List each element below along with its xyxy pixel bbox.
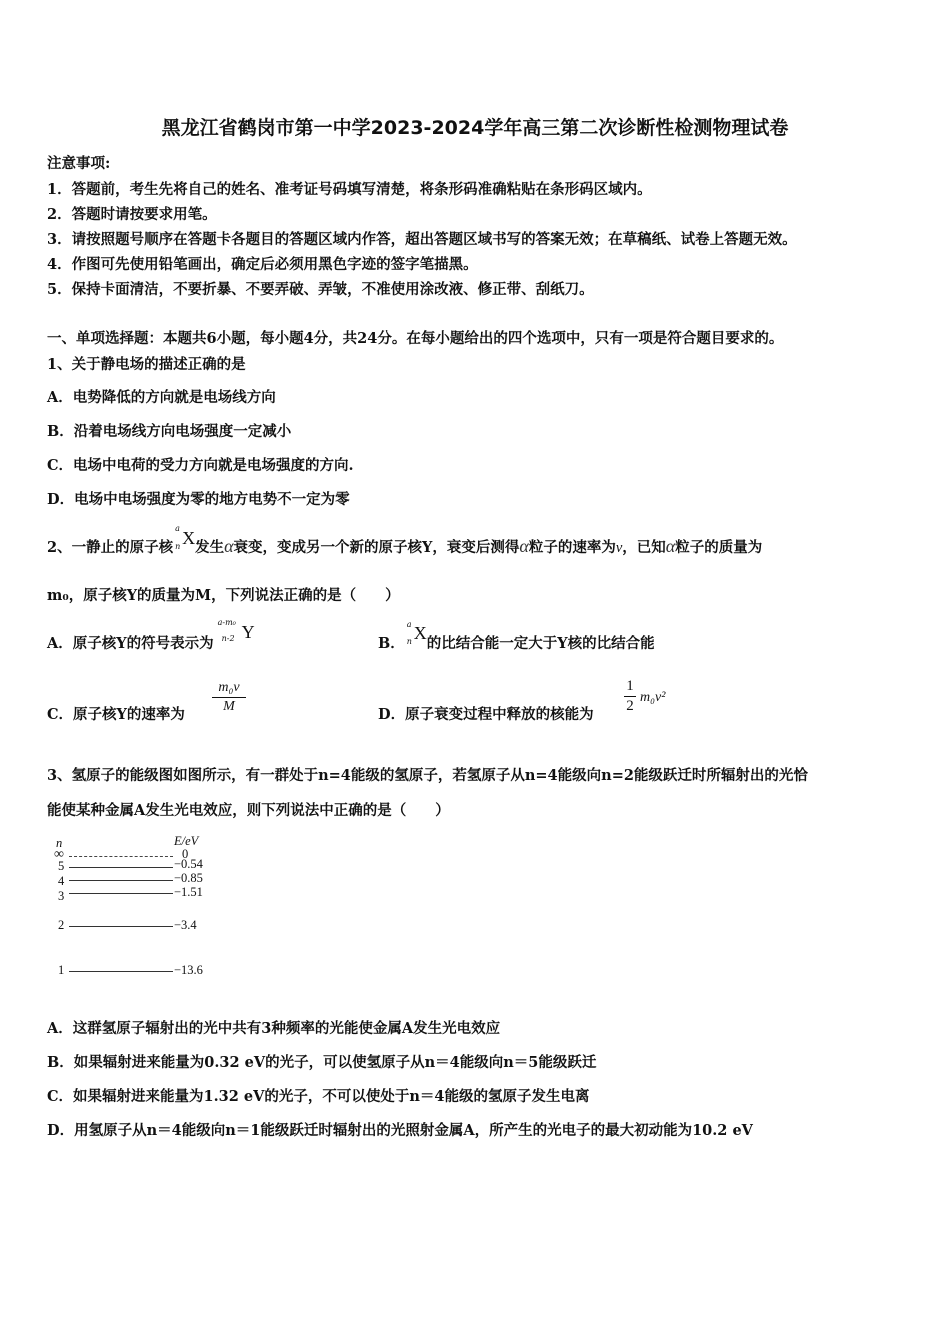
option-text: 的比结合能一定大于Y核的比结合能 — [426, 635, 655, 652]
level-n: ∞ — [54, 847, 64, 862]
section-heading: 一、单项选择题：本题共6小题，每小题4分，共24分。在每小题给出的四个选项中，只有一项是符合题目要求的。 — [47, 330, 784, 347]
denominator: M — [223, 699, 235, 714]
atomic-number: n — [175, 542, 181, 551]
q2-text: 衰变，变成另一个新的原子核Y，衰变后测得 — [233, 539, 520, 556]
level-energy: −3.4 — [174, 918, 197, 932]
n-axis-label: n — [56, 836, 63, 850]
q2-text: 粒子的速率为 — [528, 539, 616, 556]
q1-option-c: C．电场中电荷的受力方向就是电场强度的方向. — [47, 457, 354, 474]
alpha-symbol: α — [519, 536, 529, 556]
kinetic-term: m₀v² — [640, 690, 666, 705]
notice-heading: 注意事项: — [47, 155, 111, 172]
level-n: 2 — [58, 918, 65, 932]
denominator: 2 — [626, 698, 634, 714]
option-label: B． — [378, 635, 405, 652]
q2-text: 粒子的质量为 — [675, 539, 763, 556]
alpha-symbol: α — [224, 536, 234, 556]
notice-item: 5．保持卡面清洁，不要折暴、不要弄破、弄皱，不准使用涂改液、修正带、刮纸刀。 — [47, 281, 594, 298]
level-line — [69, 971, 173, 972]
atomic-number: n-2 — [221, 634, 235, 643]
mass-number: a-m₀ — [217, 618, 236, 627]
level-line — [69, 880, 173, 881]
q2-text: 发生 — [195, 539, 225, 556]
level-n: 5 — [58, 859, 65, 873]
notice-item: 4．作图可先使用铅笔画出，确定后必须用黑色字迹的签字笔描黑。 — [47, 256, 478, 273]
q1-option-b: B．沿着电场线方向电场强度一定减小 — [47, 423, 292, 440]
atomic-number: n — [406, 637, 412, 646]
question-3-stem-line2: 能使某种金属A发生光电效应，则下列说法中正确的是（ ） — [47, 802, 450, 819]
option-label: A．原子核Y的符号表示为 — [47, 635, 214, 652]
question-3-stem: 3、氢原子的能级图如图所示，有一群处于n=4能级的氢原子，若氢原子从n=4能级向n=2能级跃迁时所辐射出的光恰 — [47, 767, 808, 784]
nuclide-x — [173, 524, 196, 552]
alpha-symbol: α — [665, 536, 676, 556]
level-line — [69, 926, 173, 927]
q2-text: ，已知 — [622, 539, 666, 556]
level-line — [69, 867, 173, 868]
symbol-y: Y — [241, 622, 255, 642]
q3-option-b: B．如果辐射进来能量为0.32 eV的光子，可以使氢原子从n＝4能级向n＝5能级跃迁 — [47, 1054, 597, 1071]
q1-option-d: D．电场中电场强度为零的地方电势不一定为零 — [47, 491, 350, 508]
var-v: v — [615, 540, 623, 556]
nuclide-x — [405, 620, 427, 648]
level-n: 4 — [58, 874, 65, 888]
q2-option-c: C．原子核Y的速率为 — [47, 706, 185, 723]
level-energy: −0.54 — [174, 857, 203, 871]
symbol-x: X — [182, 528, 196, 548]
q3-option-a: A．这群氢原子辐射出的光中共有3种频率的光能使金属A发生光电效应 — [47, 1020, 501, 1037]
nuclide-y — [214, 618, 255, 648]
question-1-stem: 1、关于静电场的描述正确的是 — [47, 356, 246, 373]
fraction-m0v-over-m — [212, 680, 246, 715]
question-2-stem — [47, 524, 763, 557]
fraction-one-half — [624, 678, 636, 715]
level-n: 3 — [58, 889, 65, 903]
mass-number: a — [175, 524, 180, 533]
notice-item: 1．答题前，考生先将自己的姓名、准考证号码填写清楚，将条形码准确粘贴在条形码区域内。 — [47, 181, 652, 198]
q3-option-d: D．用氢原子从n＝4能级向n＝1能级跃迁时辐射出的光照射金属A，所产生的光电子的最大初动能为10.2 eV — [47, 1122, 753, 1139]
q2-text: 2、一静止的原子核 — [47, 539, 174, 556]
mass-number: a — [406, 620, 412, 629]
symbol-x: X — [413, 623, 427, 643]
numerator: 1 — [626, 678, 634, 694]
q2-option-b — [378, 620, 655, 653]
level-energy: −13.6 — [174, 963, 203, 977]
question-2-stem-line2: m₀，原子核Y的质量为M，下列说法正确的是（ ） — [47, 587, 400, 604]
level-line — [69, 856, 173, 857]
level-line — [69, 893, 173, 894]
q1-option-a: A．电势降低的方向就是电场线方向 — [47, 389, 276, 406]
level-n: 1 — [58, 963, 65, 977]
notice-item: 3．请按照题号顺序在答题卡各题目的答题区域内作答，超出答题区域书写的答案无效；在草稿纸、试卷上答题无效。 — [47, 231, 797, 248]
numerator: m₀v — [218, 680, 240, 695]
energy-axis-label: E/eV — [174, 834, 199, 848]
notice-item: 2．答题时请按要求用笔。 — [47, 206, 217, 223]
level-energy: −0.85 — [174, 871, 203, 885]
q3-option-c: C．如果辐射进来能量为1.32 eV的光子，不可以使处于n＝4能级的氢原子发生电离 — [47, 1088, 590, 1105]
level-energy: 0 — [182, 847, 189, 861]
page-title: 黑龙江省鹤岗市第一中学2023-2024学年高三第二次诊断性检测物理试卷 — [161, 117, 789, 139]
q2-option-d: D．原子衰变过程中释放的核能为 — [378, 706, 594, 723]
q2-option-a — [47, 618, 255, 653]
level-energy: −1.51 — [174, 885, 203, 899]
